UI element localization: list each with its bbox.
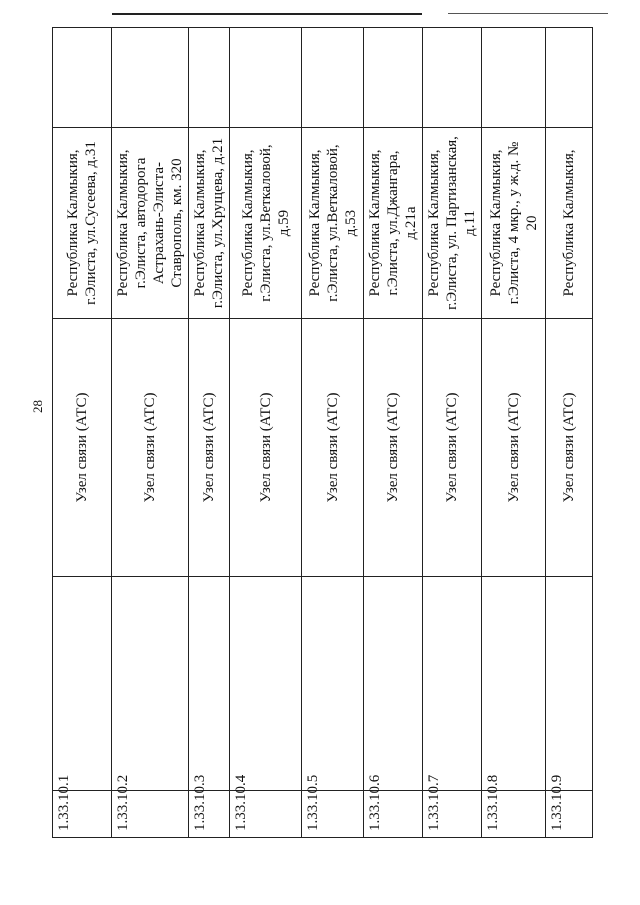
table-row	[546, 28, 593, 838]
empty-cell	[53, 28, 112, 128]
table-row	[423, 28, 482, 838]
empty-cell	[364, 28, 423, 128]
scan-edge-line	[112, 13, 422, 15]
empty-cell	[53, 577, 112, 791]
object-address: Республика Калмыкия, г.Элиста, автодорога Астрахань-Элиста-Ставрополь, км. 320	[112, 128, 189, 319]
row-number: 1.33.10.8	[482, 791, 546, 838]
object-type: Узел связи (АТС)	[364, 319, 423, 577]
empty-cell	[189, 577, 230, 791]
object-type: Узел связи (АТС)	[423, 319, 482, 577]
table-row	[189, 28, 230, 838]
empty-cell	[302, 28, 364, 128]
object-address: Республика Калмыкия,	[546, 128, 593, 319]
empty-cell	[230, 577, 302, 791]
object-type: Узел связи (АТС)	[482, 319, 546, 577]
object-address: Республика Калмыкия, г.Элиста, ул.Веткаловой, д.59	[230, 128, 302, 319]
row-number: 1.33.10.5	[302, 791, 364, 838]
object-type: Узел связи (АТС)	[53, 319, 112, 577]
row-number: 1.33.10.7	[423, 791, 482, 838]
empty-cell	[189, 28, 230, 128]
object-address: Республика Калмыкия, г.Элиста, ул.Веткаловой, д.53	[302, 128, 364, 319]
table-row	[364, 28, 423, 838]
empty-cell	[423, 577, 482, 791]
empty-cell	[423, 28, 482, 128]
object-type: Узел связи (АТС)	[546, 319, 593, 577]
scan-edge-line	[448, 13, 608, 14]
row-number: 1.33.10.4	[230, 791, 302, 838]
empty-cell	[112, 577, 189, 791]
object-address: Республика Калмыкия, г.Элиста, 4 мкр., у ж.д. № 20	[482, 128, 546, 319]
empty-cell	[364, 577, 423, 791]
table-row	[302, 28, 364, 838]
row-number: 1.33.10.3	[189, 791, 230, 838]
empty-cell	[546, 577, 593, 791]
empty-cell	[302, 577, 364, 791]
object-type: Узел связи (АТС)	[112, 319, 189, 577]
row-number: 1.33.10.2	[112, 791, 189, 838]
object-type: Узел связи (АТС)	[189, 319, 230, 577]
object-address: Республика Калмыкия, г.Элиста, ул.Хрущева, д.21	[189, 128, 230, 319]
row-number: 1.33.10.1	[53, 791, 112, 838]
rotated-table-container	[52, 28, 580, 838]
table-row	[482, 28, 546, 838]
object-type: Узел связи (АТС)	[230, 319, 302, 577]
empty-cell	[230, 28, 302, 128]
object-address: Республика Калмыкия, г.Элиста, ул.Джангара, д.21а	[364, 128, 423, 319]
facilities-table	[52, 27, 593, 838]
table-row	[53, 28, 112, 838]
empty-cell	[482, 577, 546, 791]
row-number: 1.33.10.9	[546, 791, 593, 838]
object-address: Республика Калмыкия, г.Элиста, ул.Сусеева, д.31	[53, 128, 112, 319]
table-row	[230, 28, 302, 838]
object-address: Республика Калмыкия, г.Элиста, ул. Партизанская, д.11	[423, 128, 482, 319]
empty-cell	[482, 28, 546, 128]
empty-cell	[112, 28, 189, 128]
table-row	[112, 28, 189, 838]
row-number: 1.33.10.6	[364, 791, 423, 838]
object-type: Узел связи (АТС)	[302, 319, 364, 577]
page-number: 28	[30, 400, 45, 413]
empty-cell	[546, 28, 593, 128]
